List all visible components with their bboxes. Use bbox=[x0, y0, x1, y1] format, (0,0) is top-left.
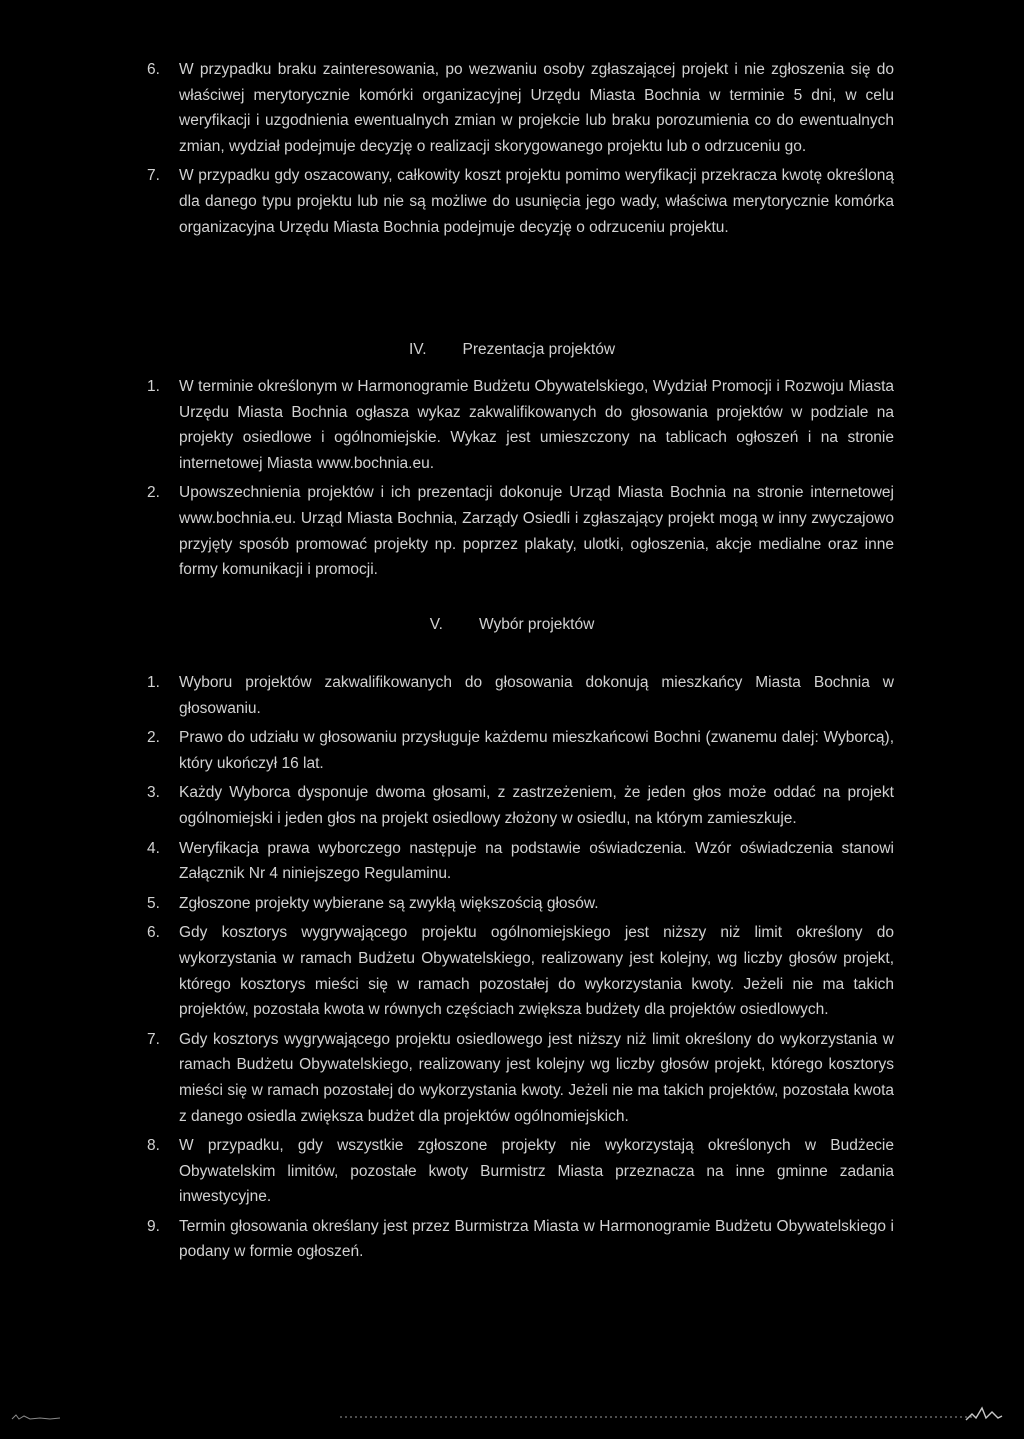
item-text: Każdy Wyborca dysponuje dwoma głosami, z zastrzeżeniem, że jeden głos może oddać na projekt ogólnomiejski i jeden głos na projekt osiedlowy złożony w osiedlu, na którym zamieszkuje. bbox=[179, 784, 894, 827]
item-number: 2. bbox=[147, 484, 160, 502]
item-text: W przypadku, gdy wszystkie zgłoszone projekty nie wykorzystają określonych w Budżecie Obywatelskim limitów, pozostałe kwoty Burmistrz Miasta przeznacza na inne gminne zadania inwestycyjne. bbox=[179, 1137, 894, 1206]
signature-mark bbox=[964, 1404, 1004, 1424]
list-item bbox=[147, 725, 894, 776]
list-item bbox=[147, 480, 894, 582]
item-text: Termin głosowania określany jest przez Burmistrza Miasta w Harmonogramie Budżetu Obywatelskiego i podany w formie ogłoszeń. bbox=[179, 1217, 894, 1261]
scan-mark-left bbox=[10, 1412, 62, 1422]
list-item bbox=[147, 163, 894, 240]
section-v-number: V. bbox=[429, 616, 443, 633]
item-text: W przypadku braku zainteresowania, po wezwaniu osoby zgłaszającej projekt i nie zgłoszenia się do właściwej merytorycznie komórki organizacyjnej Urzędu Miasta Bochnia w terminie 5 dni, w celu weryfikacji i uzgodnienia ewentualnych zmian w projekcie lub braku porozumienia co do ewentualnych zmian, wydział podejmuje decyzję o realizacji skorygowanego projektu lub o odrzuceniu go. bbox=[179, 61, 894, 155]
item-number: 6. bbox=[147, 61, 160, 78]
item-text: Upowszechnienia projektów i ich prezentacji dokonuje Urząd Miasta Bochnia na stronie internetowej www.bochnia.eu. Urząd Miasta Bochnia, Zarządy Osiedli i zgłaszający projekt mogą w inny zwyczajowo przyjęty sposób promować projekty np. poprzez plakaty, ulotki, ogłoszenia, akcje medialne oraz inne formy komunikacji i promocji. bbox=[179, 484, 894, 579]
item-number: 1. bbox=[147, 674, 160, 691]
item-text: W terminie określonym w Harmonogramie Budżetu Obywatelskiego, Wydział Promocji i Rozwoju Miasta Urzędu Miasta Bochnia ogłasza wykaz zakwalifikowanych do głosowania projektów w podziale na projekty osiedlowe i ogólnomiejskie. Wykaz jest umieszczony na tablicach ogłoszeń i na stronie internetowej Miasta www.bochnia.eu. bbox=[179, 378, 894, 472]
section-v bbox=[147, 670, 894, 1269]
item-text: Gdy kosztorys wygrywającego projektu ogólnomiejskiego jest niższy niż limit określony do wykorzystania w ramach Budżetu Obywatelskiego, realizowany jest kolejny, wg liczby głosów projekt, którego kosztorys mieści się w ramach pozostałej do wykorzystania kwoty. Jeżeli nie ma takich projektów, pozostała kwota w równych częściach zwiększa budżety dla projektów osiedlowych. bbox=[179, 924, 894, 1019]
item-text: Zgłoszone projekty wybierane są zwykłą większością głosów. bbox=[179, 894, 599, 912]
item-number: 3. bbox=[147, 784, 160, 802]
list-item bbox=[147, 891, 894, 917]
section-v-heading bbox=[0, 612, 1024, 638]
item-number: 8. bbox=[147, 1137, 160, 1155]
scan-dotted-line bbox=[340, 1416, 980, 1418]
item-number: 2. bbox=[147, 729, 160, 747]
item-number: 7. bbox=[147, 1030, 160, 1048]
item-text: W przypadku gdy oszacowany, całkowity koszt projektu pomimo weryfikacji przekracza kwotę określoną dla danego typu projektu lub nie są możliwe do usunięcia jego wady, właściwa merytorycznie komórka organizacyjna Urzędu Miasta Bochnia podejmuje decyzję o odrzuceniu projektu. bbox=[179, 167, 894, 236]
section-iv-heading bbox=[0, 337, 1024, 363]
list-item bbox=[147, 920, 894, 1022]
list-item bbox=[147, 1214, 894, 1265]
item-text: Wyboru projektów zakwalifikowanych do głosowania dokonują mieszkańcy Miasta Bochnia w głosowaniu. bbox=[179, 674, 894, 717]
list-item bbox=[147, 57, 894, 159]
item-text: Weryfikacja prawa wyborczego następuje na podstawie oświadczenia. Wzór oświadczenia stanowi Załącznik Nr 4 niniejszego Regulaminu. bbox=[179, 839, 894, 883]
section-v-title: Wybór projektów bbox=[478, 616, 595, 633]
list-item bbox=[147, 670, 894, 721]
list-item bbox=[147, 836, 894, 887]
list-item bbox=[147, 1133, 894, 1210]
item-number: 9. bbox=[147, 1217, 160, 1235]
list-item bbox=[147, 1027, 894, 1129]
item-number: 4. bbox=[147, 839, 160, 857]
list-item bbox=[147, 374, 894, 476]
section-continuation bbox=[147, 57, 894, 244]
item-number: 6. bbox=[147, 924, 160, 942]
section-iv bbox=[147, 374, 894, 587]
item-number: 7. bbox=[147, 167, 160, 185]
item-text: Prawo do udziału w głosowaniu przysługuje każdemu mieszkańcowi Bochni (zwanemu dalej: Wyborcą), który ukończył 16 lat. bbox=[179, 729, 894, 772]
list-item bbox=[147, 780, 894, 831]
section-iv-number: IV. bbox=[408, 341, 427, 358]
item-number: 1. bbox=[147, 378, 160, 395]
item-number: 5. bbox=[147, 894, 160, 912]
section-iv-title: Prezentacja projektów bbox=[462, 341, 616, 358]
item-text: Gdy kosztorys wygrywającego projektu osiedlowego jest niższy niż limit określony do wykorzystania w ramach Budżetu Obywatelskiego, realizowany jest kolejny wg liczby głosów projekt, którego kosztorys mieści się w ramach pozostałej do wykorzystania kwoty. Jeżeli nie ma takich projektów, pozostała kwota z danego osiedla zwiększa budżet dla projektów ogólnomiejskich. bbox=[179, 1030, 894, 1125]
